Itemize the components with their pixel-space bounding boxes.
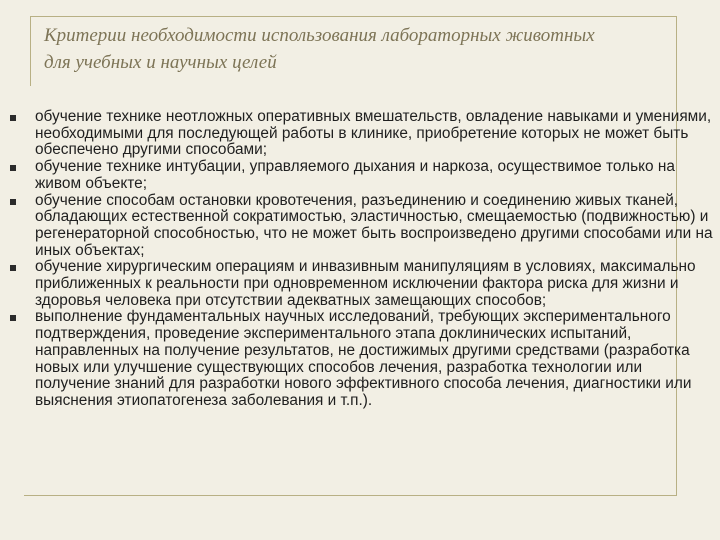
frame-line-top [30,16,677,17]
bullet-text: обучение технике неотложных оперативных вмешательств, овладение навыками и умениями, необходимыми для последующей работы в клинике, приобретение которых не может быть обеспечено другими способами; [35,108,712,159]
frame-line-left [30,16,31,86]
bullet-text: выполнение фундаментальных научных исследований, требующих экспериментального подтверждения, проведение экспериментального этапа доклинических испытаний, направленных на получение результатов, не достижимых другими средствами (разработка новых или улучшение существующих способов лечения, разработка технологии или получение знаний для разработки нового эффективного способа лечения, диагностики или выяснения этиопатогенеза заболевания и т.п.). [35,308,692,409]
frame-line-bottom [24,495,677,496]
square-bullet-icon [10,115,16,121]
bullet-list [10,109,715,410]
bullet-text: обучение способам остановки кровотечения, разъединению и соединению живых тканей, обладающих естественной сократимостью, эластичностью, смещаемостью (подвижностью) и регенераторной способностью, что не может быть воспроизведено другими способами или на иных объектах; [35,191,713,259]
square-bullet-icon [10,315,16,321]
slide-title [44,22,664,76]
bullet-item-intubation [10,159,715,192]
bullet-item-research [10,309,715,409]
bullet-item-surgery-training [10,259,715,309]
slide-title-line-1: Критерии необходимости использования лабораторных животных [44,25,595,46]
slide-title-line-2: для учебных и научных целей [44,52,277,73]
square-bullet-icon [10,165,16,171]
square-bullet-icon [10,199,16,205]
bullet-item-bleeding-control [10,193,715,260]
bullet-text: обучение технике интубации, управляемого дыхания и наркоза, осуществимое только на живом объекте; [35,158,675,192]
bullet-text: обучение хирургическим операциям и инвазивным манипуляциям в условиях, максимально приближенных к реальности при одновременном исключении фактора риска для жизни и здоровья человека при отсутствии адекватных замещающих способов; [35,258,696,309]
bullet-item-training-emergency [10,109,715,159]
square-bullet-icon [10,265,16,271]
